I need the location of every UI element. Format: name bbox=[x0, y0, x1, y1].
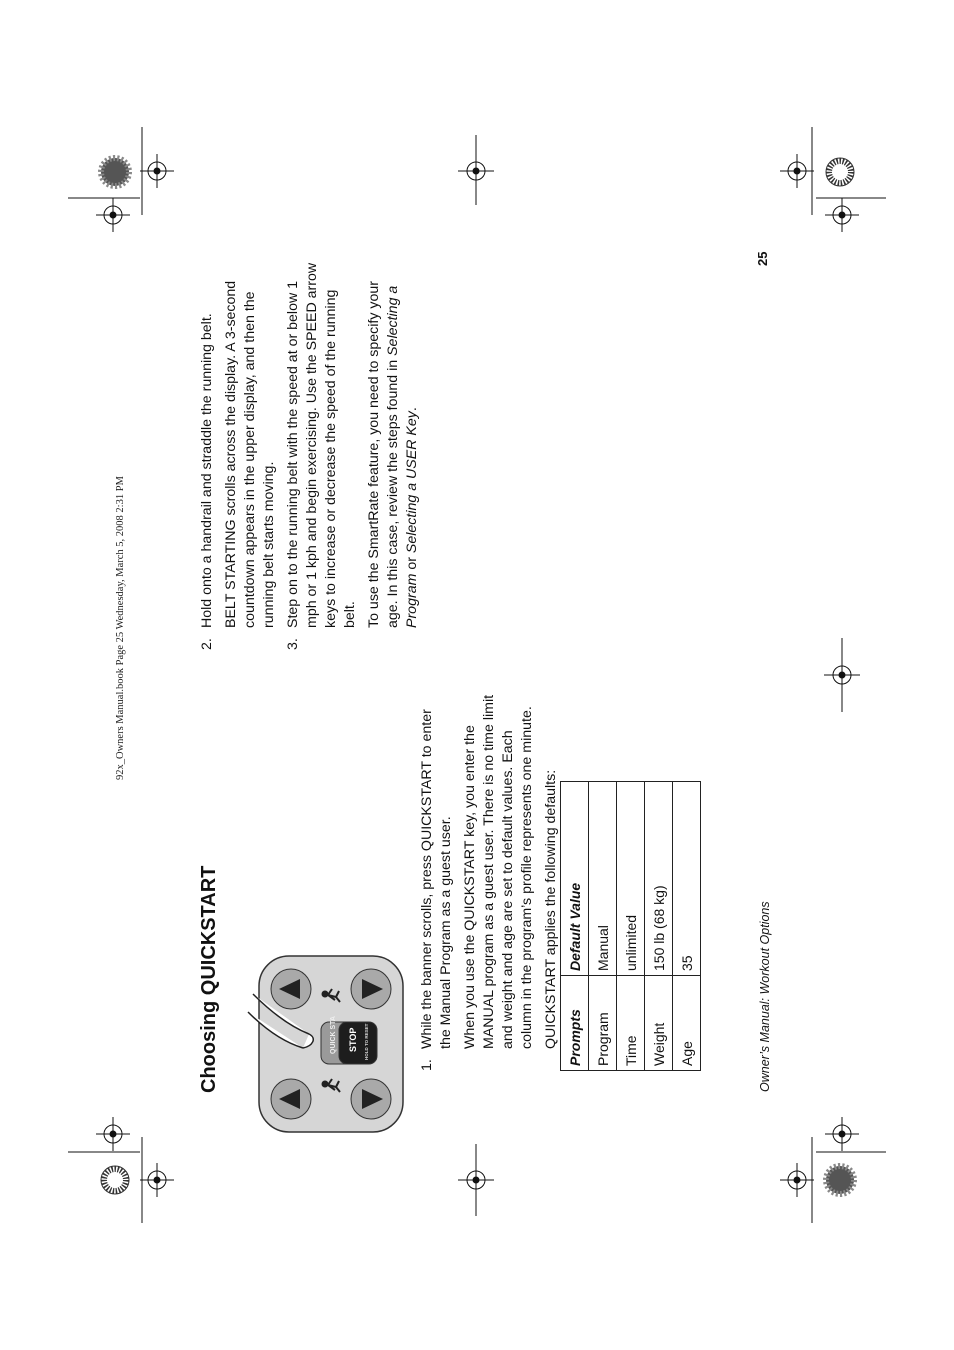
table-header-row bbox=[561, 782, 589, 1071]
step-text: While the banner scrolls, press QUICKSTART to enter the Manual Program as a guest user. bbox=[419, 709, 454, 1049]
table-row bbox=[589, 782, 617, 1071]
quickstart-key-label: QUICK STA bbox=[330, 1016, 337, 1054]
belt-starting-text: BELT STARTING scrolls across the display. A 3-second countdown appears in the upper display, and then the running belt starts moving. bbox=[223, 280, 277, 628]
arrow-key-icon bbox=[351, 969, 391, 1009]
table-row bbox=[673, 782, 701, 1071]
step-text: Hold onto a handrail and straddle the running belt. bbox=[199, 313, 215, 628]
right-column bbox=[198, 262, 427, 650]
console-illustration bbox=[243, 944, 408, 1134]
step-2 bbox=[198, 262, 217, 650]
defaults-intro: QUICKSTART applies the following defaults: bbox=[543, 769, 559, 1049]
page-number: 25 bbox=[755, 251, 770, 266]
step-1 bbox=[418, 693, 456, 1071]
column-header: Prompts bbox=[561, 976, 589, 1071]
print-slug: 92x_Owners Manual.book Page 25 Wednesday, March 5, 2008 2:31 PM bbox=[115, 476, 126, 780]
arrow-key-icon bbox=[271, 1079, 311, 1119]
page-title: Choosing QUICKSTART bbox=[198, 865, 220, 1093]
arrow-key-icon bbox=[271, 969, 311, 1009]
step-number: 3. bbox=[285, 638, 301, 650]
table-cell: unlimited bbox=[617, 782, 645, 976]
table-row bbox=[617, 782, 645, 1071]
smartrate-text: or bbox=[404, 553, 420, 574]
column-header: Default Value bbox=[561, 782, 589, 976]
stop-key-label: STOP bbox=[348, 1027, 358, 1052]
smartrate-note bbox=[365, 262, 422, 650]
footer-title: Owner’s Manual bbox=[758, 1001, 772, 1092]
table-row bbox=[645, 782, 673, 1071]
table-cell: Manual bbox=[589, 782, 617, 976]
step-text: Step on to the running belt with the speed at or below 1 mph or 1 kph and begin exercising. Use the SPEED arrow keys to increase or decrease the speed of the running belt. bbox=[285, 262, 358, 628]
running-footer bbox=[758, 901, 772, 1092]
table-cell: Age bbox=[673, 976, 701, 1071]
smartrate-text: To use the SmartRate feature, you need to specify your age. In this case, review the steps found in bbox=[366, 281, 401, 628]
xref-selecting-user-key: Selecting a USER Key bbox=[404, 411, 420, 554]
step-number: 2. bbox=[199, 638, 215, 650]
arrow-key-icon bbox=[351, 1079, 391, 1119]
footer-section: : Workout Options bbox=[758, 901, 772, 1002]
defaults-table bbox=[560, 781, 701, 1071]
table-cell: Time bbox=[617, 976, 645, 1071]
left-column bbox=[418, 693, 566, 1071]
table-cell: Program bbox=[589, 976, 617, 1071]
table-cell: 35 bbox=[673, 782, 701, 976]
table-cell: 150 lb (68 kg) bbox=[645, 782, 673, 976]
smartrate-text: . bbox=[404, 407, 420, 412]
quickstart-explanation: When you use the QUICKSTART key, you enter the MANUAL program as a guest user. There is no time limit and weight and age are set to default values. Each column in the program’s profile represents one minute. bbox=[462, 694, 535, 1049]
hold-to-reset-label: HOLD TO RESET bbox=[364, 1023, 369, 1060]
step-number: 1. bbox=[419, 1059, 435, 1071]
table-cell: Weight bbox=[645, 976, 673, 1071]
xref-selecting-program: Selecting a Program bbox=[385, 285, 420, 628]
step-3 bbox=[284, 262, 360, 650]
